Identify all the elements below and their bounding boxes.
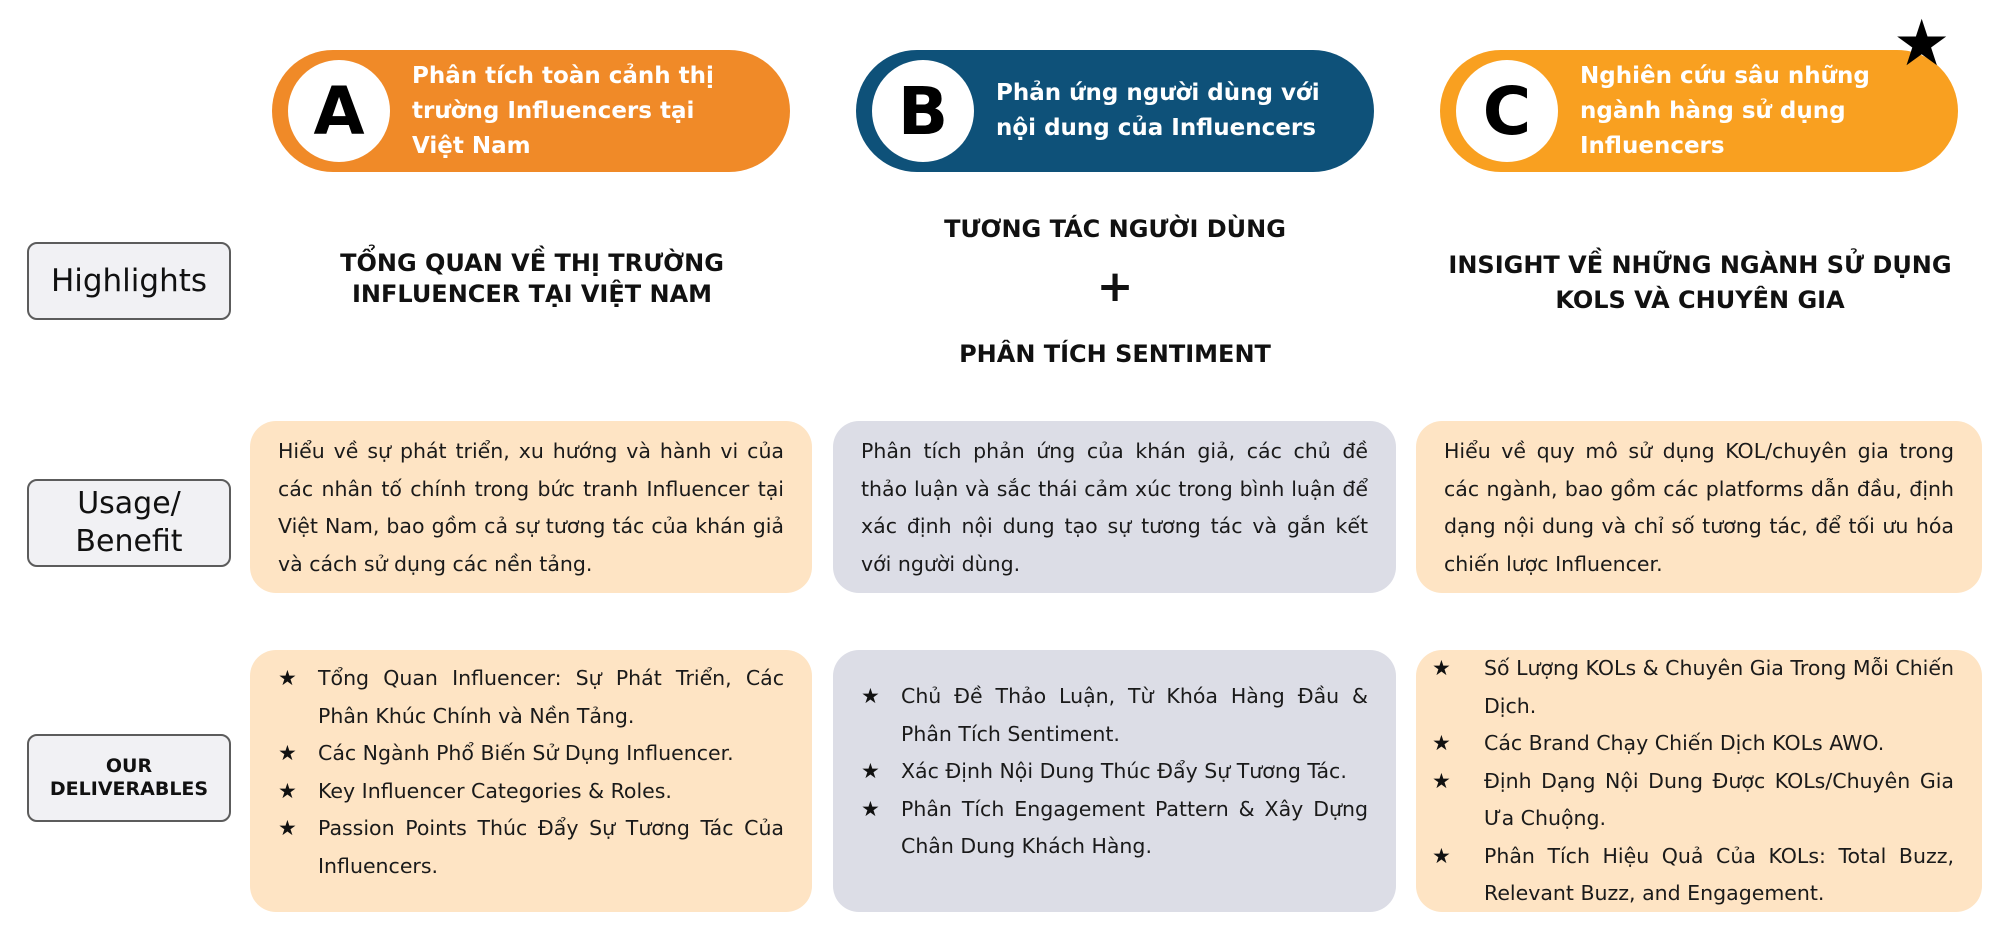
deliverable-text: Định Dạng Nội Dung Được KOLs/Chuyên Gia Ưa Chuộng. — [1484, 768, 1954, 830]
row-label-usage: Usage/ Benefit — [27, 479, 231, 567]
list-item — [278, 773, 784, 811]
usage-box-a: Hiểu về sự phát triển, xu hướng và hành vi của các nhân tố chính trong bức tranh Influencer tại Việt Nam, bao gồm cả sự tương tác của khán giả và cách sử dụng các nền tảng. — [250, 421, 812, 593]
star-bullet-icon: ★ — [1432, 731, 1451, 755]
column-header-b — [856, 50, 1374, 172]
list-item — [278, 810, 784, 885]
deliverables-box-c — [1416, 650, 1982, 912]
list-item — [278, 660, 784, 735]
deliverables-list-a — [278, 660, 784, 885]
deliverables-box-a — [250, 650, 812, 912]
column-title-c: Nghiên cứu sâu những ngành hàng sử dụng Influencers — [1580, 62, 1870, 159]
list-item — [1432, 838, 1954, 913]
highlight-b-bottom: PHÂN TÍCH SENTIMENT — [959, 340, 1271, 368]
list-item — [278, 735, 784, 773]
star-bullet-icon: ★ — [861, 759, 880, 783]
star-bullet-icon: ★ — [861, 684, 880, 708]
deliverable-text: Phân Tích Engagement Pattern & Xây Dựng Chân Dung Khách Hàng. — [901, 796, 1368, 858]
highlight-a: TỔNG QUAN VỀ THỊ TRƯỜNG INFLUENCER TẠI VIỆT NAM — [340, 249, 724, 308]
column-title-b: Phản ứng người dùng với nội dung của Influencers — [996, 80, 1320, 141]
star-bullet-icon: ★ — [1432, 843, 1451, 868]
usage-box-c: Hiểu về quy mô sử dụng KOL/chuyên gia trong các ngành, bao gồm các platforms dẫn đầu, định dạng nội dung và chỉ số tương tác, để tối ưu hóa chiến lược Influencer. — [1416, 421, 1982, 593]
highlight-c: INSIGHT VỀ NHỮNG NGÀNH SỬ DỤNG KOLS VÀ CHUYÊN GIA — [1448, 251, 1952, 314]
list-item — [1432, 725, 1954, 763]
star-bullet-icon: ★ — [861, 796, 880, 821]
column-title-a: Phân tích toàn cảnh thị trường Influencers tại Việt Nam — [412, 62, 714, 159]
star-bullet-icon: ★ — [278, 741, 297, 765]
deliverable-text: Chủ Đề Thảo Luận, Từ Khóa Hàng Đầu & Phân Tích Sentiment. — [901, 684, 1368, 746]
deliverable-text: Các Brand Chạy Chiến Dịch KOLs AWO. — [1484, 731, 1885, 755]
deliverables-list-c — [1432, 650, 1954, 913]
star-bullet-icon: ★ — [1432, 656, 1451, 680]
highlight-b-top: TƯƠNG TÁC NGƯỜI DÙNG — [944, 215, 1286, 243]
deliverable-text: Các Ngành Phổ Biến Sử Dụng Influencer. — [318, 741, 734, 765]
usage-box-b: Phân tích phản ứng của khán giả, các chủ đề thảo luận và sắc thái cảm xúc trong bình luận để xác định nội dung tạo sự tương tác và gắn kết với người dùng. — [833, 421, 1396, 593]
letter-badge-a: A — [288, 60, 390, 162]
letter-badge-b: B — [872, 60, 974, 162]
letter-badge-c: C — [1456, 60, 1558, 162]
deliverable-text: Tổng Quan Influencer: Sự Phát Triển, Các Phân Khúc Chính và Nền Tảng. — [318, 666, 784, 728]
star-bullet-icon: ★ — [278, 666, 297, 690]
row-label-highlights: Highlights — [27, 242, 231, 320]
deliverable-text: Xác Định Nội Dung Thúc Đẩy Sự Tương Tác. — [901, 759, 1347, 783]
star-bullet-icon: ★ — [278, 778, 297, 803]
list-item — [1432, 650, 1954, 725]
list-item — [1432, 763, 1954, 838]
list-item — [861, 753, 1368, 791]
plus-icon: + — [1096, 261, 1134, 312]
star-bullet-icon: ★ — [278, 816, 297, 840]
list-item — [861, 791, 1368, 866]
deliverable-text: Số Lượng KOLs & Chuyên Gia Trong Mỗi Chiến Dịch. — [1484, 656, 1954, 718]
star-bullet-icon: ★ — [1432, 768, 1451, 793]
deliverables-list-b — [861, 678, 1368, 866]
deliverable-text: Phân Tích Hiệu Quả Của KOLs: Total Buzz, Relevant Buzz, and Engagement. — [1484, 843, 1954, 905]
list-item — [861, 678, 1368, 753]
column-header-a — [272, 50, 790, 172]
star-icon: ★ — [1893, 7, 1951, 81]
deliverable-text: Passion Points Thúc Đẩy Sự Tương Tác Của Influencers. — [318, 816, 784, 878]
row-label-deliverables: OUR DELIVERABLES — [27, 734, 231, 822]
deliverables-box-b — [833, 650, 1396, 912]
column-header-c — [1440, 50, 1958, 172]
deliverable-text: Key Influencer Categories & Roles. — [318, 778, 672, 803]
